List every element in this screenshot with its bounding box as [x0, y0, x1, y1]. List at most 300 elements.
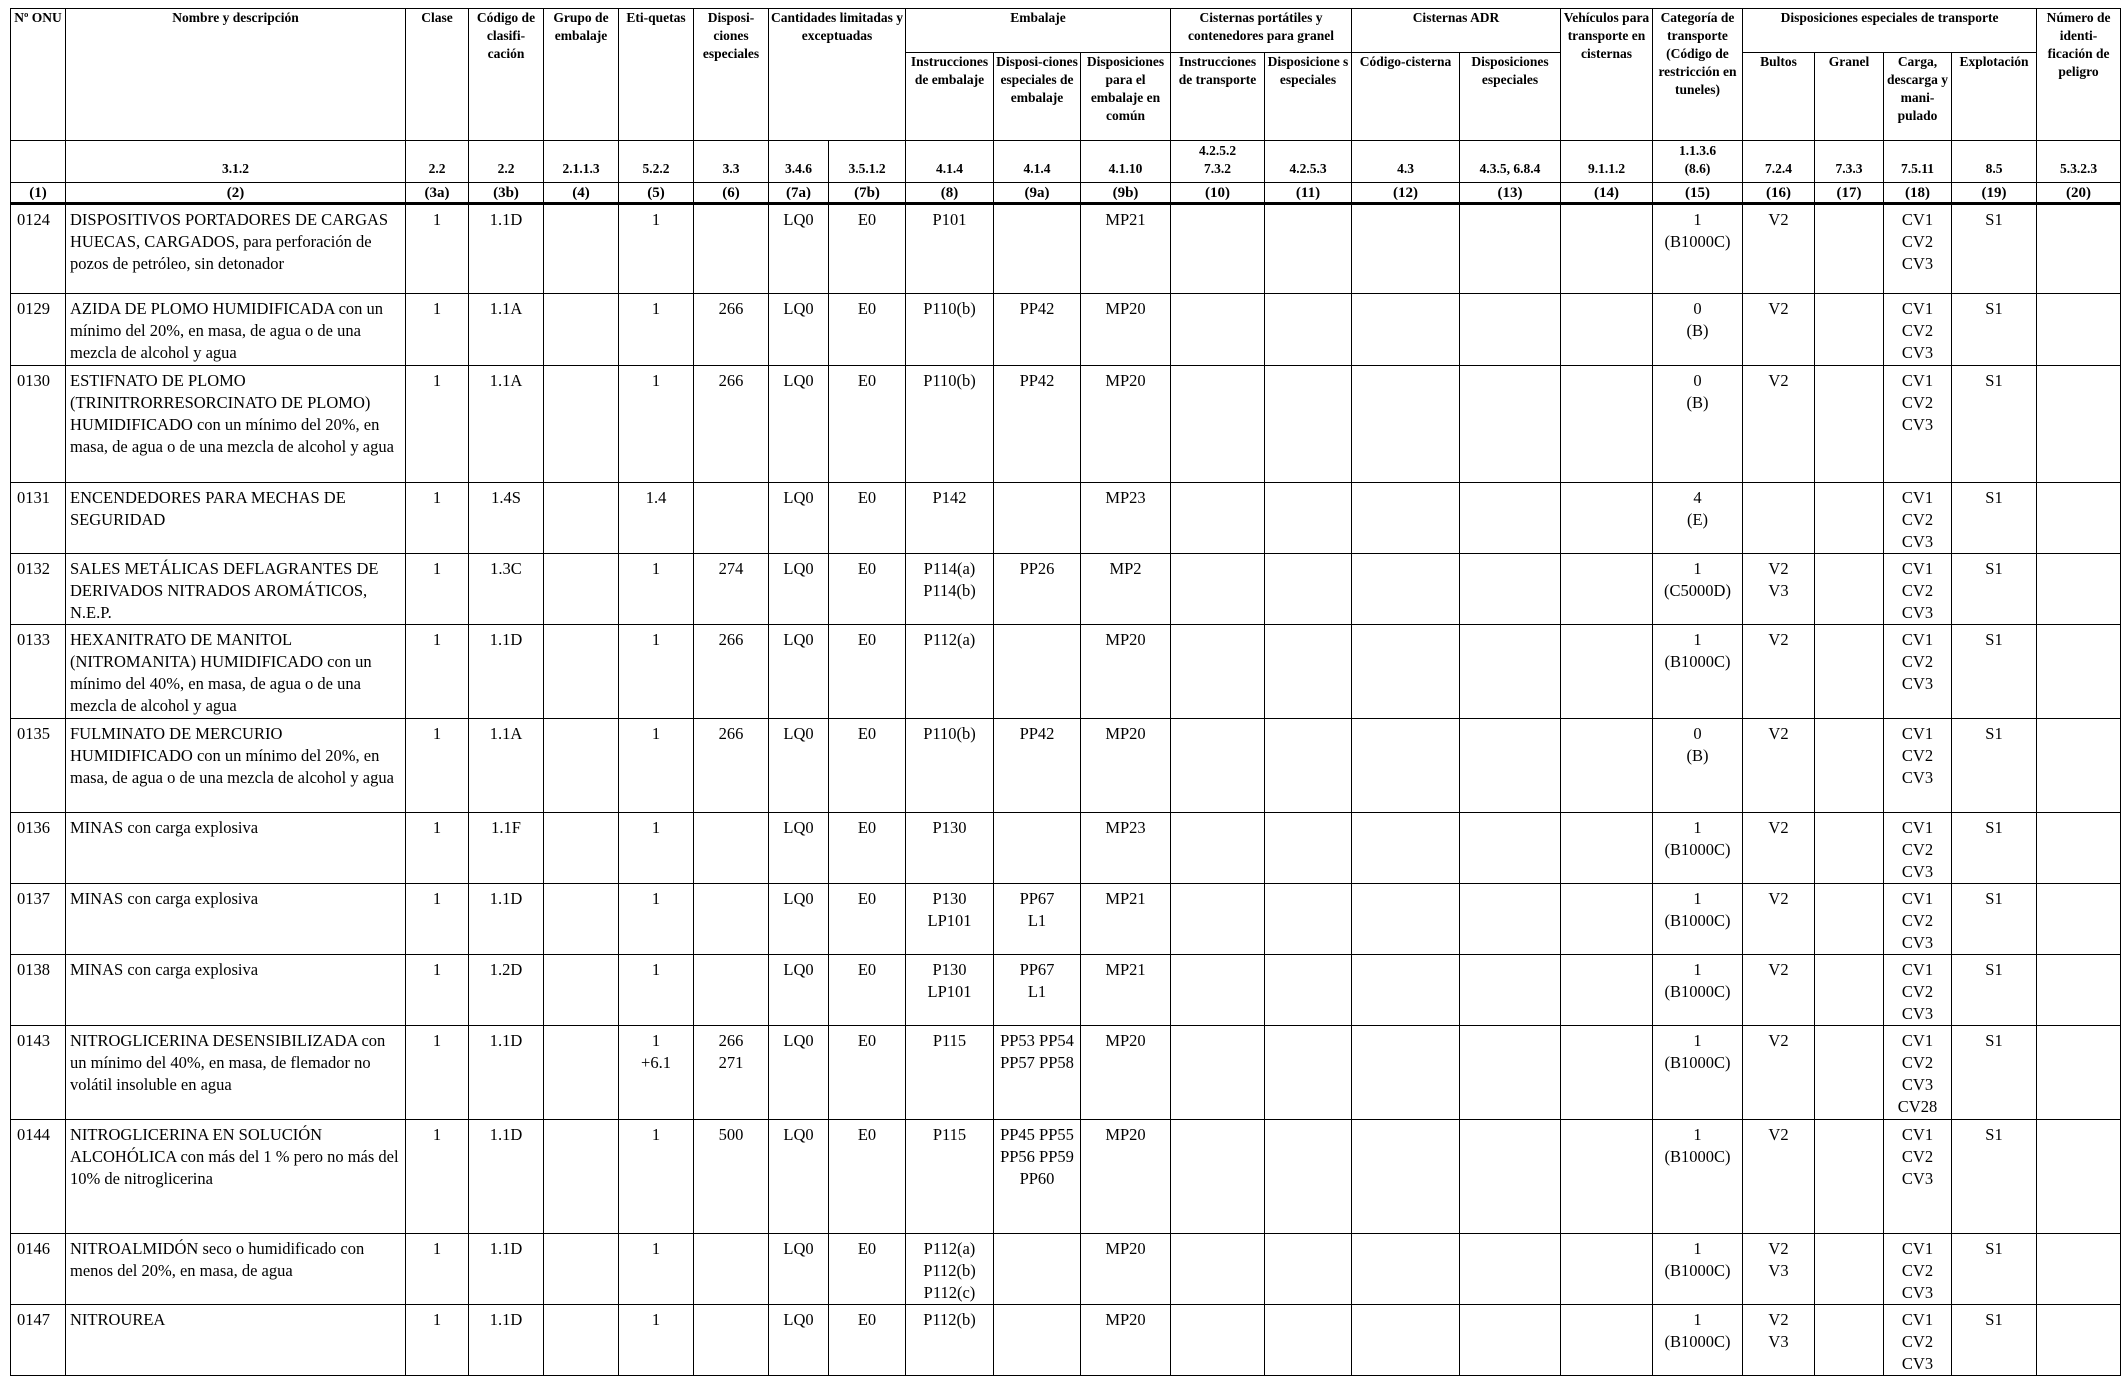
cell-bulk — [1815, 625, 1884, 719]
cell-veh — [1561, 483, 1653, 554]
cell-sp: 266 — [694, 366, 769, 483]
column-number: (7a) — [769, 183, 829, 204]
cell-pi: P101 — [906, 204, 994, 294]
cell-veh — [1561, 884, 1653, 955]
cell-veh — [1561, 1026, 1653, 1120]
cell-lq: LQ0 — [769, 1026, 829, 1120]
cell-mp: MP2 — [1081, 554, 1171, 625]
cell-pi: P110(b) — [906, 294, 994, 366]
cell-ts — [1460, 813, 1561, 884]
cell-eq: E0 — [829, 1305, 906, 1376]
substance-description — [66, 204, 406, 294]
cell-pg — [544, 1026, 619, 1120]
cell-pi: P110(b) — [906, 719, 994, 813]
cell-tc — [1352, 294, 1460, 366]
cell-eq: E0 — [829, 1026, 906, 1120]
header-packaging: Embalaje — [906, 9, 1171, 53]
cell-pg — [544, 554, 619, 625]
substance-name: HEXANITRATO DE MANITOL (NITROMANITA) HUMIDIFICADO — [70, 630, 324, 671]
cell-eq: E0 — [829, 554, 906, 625]
un-number: 0138 — [11, 955, 66, 1026]
substance-description — [66, 625, 406, 719]
cell-pk: V2 — [1743, 884, 1815, 955]
cell-pts — [1265, 625, 1352, 719]
cell-spp — [994, 483, 1081, 554]
substance-description — [66, 294, 406, 366]
cell-bulk — [1815, 1120, 1884, 1234]
cell-hin — [2037, 625, 2121, 719]
cell-hin — [2037, 554, 2121, 625]
column-number: (4) — [544, 183, 619, 204]
cell-pi: P115 — [906, 1120, 994, 1234]
cell-eq: E0 — [829, 625, 906, 719]
dangerous-goods-table — [10, 8, 2121, 1376]
cell-sp: 500 — [694, 1120, 769, 1234]
substance-description — [66, 719, 406, 813]
section-ref: 4.2.5.2 7.3.2 — [1171, 141, 1265, 183]
cell-pg — [544, 1120, 619, 1234]
cell-bulk — [1815, 719, 1884, 813]
section-ref: 7.2.4 — [1743, 141, 1815, 183]
cell-pts — [1265, 1120, 1352, 1234]
cell-pt — [1171, 204, 1265, 294]
cell-load: CV1 CV2 CV3 — [1884, 813, 1952, 884]
substance-name: NITROGLICERINA EN SOLUCIÓN ALCOHÓLICA — [70, 1125, 323, 1166]
substance-description — [66, 1026, 406, 1120]
cell-spp — [994, 1305, 1081, 1376]
cell-pt — [1171, 884, 1265, 955]
cell-bulk — [1815, 813, 1884, 884]
cell-sp — [694, 1305, 769, 1376]
cell-ts — [1460, 1305, 1561, 1376]
cell-op: S1 — [1952, 955, 2037, 1026]
column-number: (2) — [66, 183, 406, 204]
cell-sp — [694, 813, 769, 884]
cell-mp: MP21 — [1081, 955, 1171, 1026]
cell-code: 1.3C — [469, 554, 544, 625]
cell-pk — [1743, 483, 1815, 554]
cell-op: S1 — [1952, 483, 2037, 554]
cell-class: 1 — [406, 294, 469, 366]
cell-mp: MP21 — [1081, 204, 1171, 294]
cell-pg — [544, 204, 619, 294]
cell-labels: 1 — [619, 884, 694, 955]
cell-eq: E0 — [829, 955, 906, 1026]
section-ref: 3.4.6 — [769, 141, 829, 183]
cell-mp: MP20 — [1081, 1305, 1171, 1376]
cell-ts — [1460, 294, 1561, 366]
substance-description — [66, 554, 406, 625]
cell-cat: 1 (B1000C) — [1653, 1234, 1743, 1305]
cell-mp: MP23 — [1081, 483, 1171, 554]
substance-details: con carga explosiva — [123, 960, 259, 979]
cell-load: CV1 CV2 CV3 — [1884, 1234, 1952, 1305]
cell-pi: P112(a) — [906, 625, 994, 719]
un-number: 0132 — [11, 554, 66, 625]
cell-class: 1 — [406, 813, 469, 884]
cell-pg — [544, 884, 619, 955]
header-hazard-id: Número de identi-ficación de peligro — [2037, 9, 2121, 141]
cell-code: 1.1D — [469, 1026, 544, 1120]
cell-op: S1 — [1952, 719, 2037, 813]
cell-code: 1.1A — [469, 719, 544, 813]
substance-description — [66, 955, 406, 1026]
table-row — [11, 1120, 2121, 1234]
table-row — [11, 955, 2121, 1026]
cell-class: 1 — [406, 1305, 469, 1376]
cell-pi: P114(a) P114(b) — [906, 554, 994, 625]
header-class: Clase — [406, 9, 469, 141]
section-ref: 2.2 — [469, 141, 544, 183]
cell-pi: P115 — [906, 1026, 994, 1120]
cell-tc — [1352, 483, 1460, 554]
cell-sp — [694, 884, 769, 955]
cell-labels: 1 — [619, 955, 694, 1026]
cell-bulk — [1815, 1234, 1884, 1305]
table-row — [11, 294, 2121, 366]
column-number: (5) — [619, 183, 694, 204]
cell-pts — [1265, 294, 1352, 366]
cell-lq: LQ0 — [769, 483, 829, 554]
cell-lq: LQ0 — [769, 955, 829, 1026]
cell-op: S1 — [1952, 294, 2037, 366]
cell-lq: LQ0 — [769, 294, 829, 366]
column-number: (9a) — [994, 183, 1081, 204]
header-tank-special: Disposiciones especiales — [1460, 53, 1561, 141]
cell-pt — [1171, 1120, 1265, 1234]
un-number: 0137 — [11, 884, 66, 955]
cell-op: S1 — [1952, 366, 2037, 483]
cell-pg — [544, 1234, 619, 1305]
cell-labels: 1 — [619, 1305, 694, 1376]
cell-sp — [694, 204, 769, 294]
cell-hin — [2037, 294, 2121, 366]
column-number: (16) — [1743, 183, 1815, 204]
column-number: (20) — [2037, 183, 2121, 204]
header-vehicle: Vehículos para transporte en cisternas — [1561, 9, 1653, 141]
cell-sp — [694, 1234, 769, 1305]
cell-pk: V2 V3 — [1743, 554, 1815, 625]
substance-details: con un mínimo del 20%, en masa, de agua o de una mezcla de alcohol y agua — [70, 746, 394, 787]
un-number: 0133 — [11, 625, 66, 719]
substance-name: NITROGLICERINA DESENSIBILIZADA — [70, 1031, 358, 1050]
cell-code: 1.1D — [469, 1305, 544, 1376]
cell-pt — [1171, 813, 1265, 884]
cell-pts — [1265, 554, 1352, 625]
cell-class: 1 — [406, 1120, 469, 1234]
column-number: (8) — [906, 183, 994, 204]
cell-cat: 1 (B1000C) — [1653, 204, 1743, 294]
cell-load: CV1 CV2 CV3 — [1884, 1305, 1952, 1376]
cell-spp: PP67 L1 — [994, 955, 1081, 1026]
cell-mp: MP20 — [1081, 366, 1171, 483]
cell-cat: 1 (B1000C) — [1653, 1305, 1743, 1376]
cell-tc — [1352, 625, 1460, 719]
section-ref: 3.3 — [694, 141, 769, 183]
header-mixed-packing: Disposiciones para el embalaje en común — [1081, 53, 1171, 141]
cell-pt — [1171, 294, 1265, 366]
table-row — [11, 884, 2121, 955]
header-adr-tanks: Cisternas ADR — [1352, 9, 1561, 53]
cell-tc — [1352, 554, 1460, 625]
substance-name: NITROALMIDÓN — [70, 1239, 199, 1258]
substance-name: ESTIFNATO DE PLOMO (TRINITRORRESORCINATO DE PLOMO) HUMIDIFICADO — [70, 371, 371, 434]
cell-pk: V2 — [1743, 955, 1815, 1026]
cell-pts — [1265, 719, 1352, 813]
cell-pg — [544, 483, 619, 554]
cell-spp — [994, 625, 1081, 719]
un-number: 0130 — [11, 366, 66, 483]
column-number: (17) — [1815, 183, 1884, 204]
cell-labels: 1 — [619, 719, 694, 813]
cell-pt — [1171, 1026, 1265, 1120]
header-name: Nombre y descripción — [66, 9, 406, 141]
cell-class: 1 — [406, 1026, 469, 1120]
cell-lq: LQ0 — [769, 1305, 829, 1376]
cell-load: CV1 CV2 CV3 — [1884, 554, 1952, 625]
un-number: 0135 — [11, 719, 66, 813]
cell-class: 1 — [406, 955, 469, 1026]
cell-ts — [1460, 366, 1561, 483]
cell-veh — [1561, 204, 1653, 294]
cell-spp: PP53 PP54 PP57 PP58 — [994, 1026, 1081, 1120]
cell-class: 1 — [406, 366, 469, 483]
cell-load: CV1 CV2 CV3 — [1884, 483, 1952, 554]
cell-tc — [1352, 955, 1460, 1026]
cell-op: S1 — [1952, 1120, 2037, 1234]
un-number: 0146 — [11, 1234, 66, 1305]
un-number: 0136 — [11, 813, 66, 884]
cell-tc — [1352, 813, 1460, 884]
cell-veh — [1561, 554, 1653, 625]
cell-hin — [2037, 1305, 2121, 1376]
cell-pk: V2 V3 — [1743, 1234, 1815, 1305]
column-number: (15) — [1653, 183, 1743, 204]
cell-pg — [544, 955, 619, 1026]
cell-lq: LQ0 — [769, 884, 829, 955]
section-ref: 5.2.2 — [619, 141, 694, 183]
cell-spp: PP67 L1 — [994, 884, 1081, 955]
section-ref: 2.1.1.3 — [544, 141, 619, 183]
substance-details: con un mínimo del 20%, en masa, de agua o de una mezcla de alcohol y agua — [70, 299, 384, 362]
cell-hin — [2037, 366, 2121, 483]
cell-code: 1.1D — [469, 1120, 544, 1234]
cell-pk: V2 — [1743, 813, 1815, 884]
substance-description — [66, 366, 406, 483]
cell-lq: LQ0 — [769, 719, 829, 813]
header-labels: Eti-quetas — [619, 9, 694, 141]
cell-class: 1 — [406, 204, 469, 294]
header-special-provisions: Disposi-ciones especiales — [694, 9, 769, 141]
cell-code: 1.1D — [469, 625, 544, 719]
cell-veh — [1561, 1120, 1653, 1234]
cell-code: 1.2D — [469, 955, 544, 1026]
cell-eq: E0 — [829, 813, 906, 884]
cell-pts — [1265, 1234, 1352, 1305]
substance-details: con un mínimo del 20%, en masa, de agua o de una mezcla de alcohol y agua — [70, 415, 394, 456]
cell-pt — [1171, 625, 1265, 719]
cell-op: S1 — [1952, 204, 2037, 294]
cell-hin — [2037, 884, 2121, 955]
cell-pt — [1171, 366, 1265, 483]
column-number: (3b) — [469, 183, 544, 204]
cell-pi: P130 LP101 — [906, 884, 994, 955]
cell-ts — [1460, 719, 1561, 813]
cell-eq: E0 — [829, 366, 906, 483]
cell-ts — [1460, 1026, 1561, 1120]
cell-pts — [1265, 483, 1352, 554]
cell-cat: 1 (B1000C) — [1653, 625, 1743, 719]
header-packing-group: Grupo de embalaje — [544, 9, 619, 141]
cell-ts — [1460, 204, 1561, 294]
section-ref: 4.1.4 — [994, 141, 1081, 183]
header-tank-code: Código-cisterna — [1352, 53, 1460, 141]
cell-spp — [994, 204, 1081, 294]
table-row — [11, 1305, 2121, 1376]
cell-hin — [2037, 204, 2121, 294]
section-ref: 7.3.3 — [1815, 141, 1884, 183]
cell-labels: 1 — [619, 813, 694, 884]
cell-sp: 274 — [694, 554, 769, 625]
cell-veh — [1561, 1305, 1653, 1376]
substance-description — [66, 483, 406, 554]
table-row — [11, 554, 2121, 625]
column-number: (12) — [1352, 183, 1460, 204]
cell-mp: MP20 — [1081, 1120, 1171, 1234]
cell-labels: 1 — [619, 1234, 694, 1305]
section-ref: 4.2.5.3 — [1265, 141, 1352, 183]
cell-code: 1.1F — [469, 813, 544, 884]
column-number: (13) — [1460, 183, 1561, 204]
cell-pk: V2 — [1743, 366, 1815, 483]
section-ref: 1.1.3.6 (8.6) — [1653, 141, 1743, 183]
cell-pi: P130 LP101 — [906, 955, 994, 1026]
cell-lq: LQ0 — [769, 1234, 829, 1305]
cell-hin — [2037, 813, 2121, 884]
cell-veh — [1561, 813, 1653, 884]
cell-class: 1 — [406, 483, 469, 554]
cell-hin — [2037, 1120, 2121, 1234]
cell-pk: V2 V3 — [1743, 1305, 1815, 1376]
section-ref: 3.1.2 — [66, 141, 406, 183]
header-operation: Explotación — [1952, 53, 2037, 141]
substance-name: MINAS — [70, 889, 124, 908]
cell-ts — [1460, 1234, 1561, 1305]
cell-tc — [1352, 884, 1460, 955]
cell-sp — [694, 955, 769, 1026]
cell-load: CV1 CV2 CV3 — [1884, 625, 1952, 719]
cell-lq: LQ0 — [769, 554, 829, 625]
cell-pk: V2 — [1743, 1120, 1815, 1234]
cell-op: S1 — [1952, 884, 2037, 955]
cell-load: CV1 CV2 CV3 — [1884, 884, 1952, 955]
section-ref: 5.3.2.3 — [2037, 141, 2121, 183]
substance-details: seco o humidificado con menos del 20%, en masa, de agua — [70, 1239, 365, 1280]
cell-cat: 0 (B) — [1653, 719, 1743, 813]
substance-name: ENCENDEDORES PARA MECHAS DE SEGURIDAD — [70, 488, 346, 529]
section-ref: 3.5.1.2 — [829, 141, 906, 183]
cell-hin — [2037, 955, 2121, 1026]
cell-sp — [694, 483, 769, 554]
section-ref: 7.5.11 — [1884, 141, 1952, 183]
cell-op: S1 — [1952, 1234, 2037, 1305]
column-number: (19) — [1952, 183, 2037, 204]
cell-veh — [1561, 955, 1653, 1026]
cell-pt — [1171, 1305, 1265, 1376]
substance-details: con un mínimo del 40%, en masa, de agua o de una mezcla de alcohol y agua — [70, 652, 372, 715]
cell-bulk — [1815, 204, 1884, 294]
cell-load: CV1 CV2 CV3 — [1884, 1120, 1952, 1234]
cell-spp — [994, 1234, 1081, 1305]
cell-spp: PP26 — [994, 554, 1081, 625]
substance-details: para perforación de pozos de petróleo, sin detonador — [70, 232, 372, 273]
cell-mp: MP20 — [1081, 294, 1171, 366]
cell-tc — [1352, 204, 1460, 294]
cell-hin — [2037, 483, 2121, 554]
cell-hin — [2037, 719, 2121, 813]
table-row — [11, 625, 2121, 719]
cell-pi: P130 — [906, 813, 994, 884]
un-number: 0143 — [11, 1026, 66, 1120]
cell-bulk — [1815, 955, 1884, 1026]
cell-spp — [994, 813, 1081, 884]
cell-pts — [1265, 366, 1352, 483]
column-number: (6) — [694, 183, 769, 204]
header-portable-tanks: Cisternas portátiles y contenedores para granel — [1171, 9, 1352, 53]
cell-cat: 4 (E) — [1653, 483, 1743, 554]
substance-name: MINAS — [70, 960, 124, 979]
cell-veh — [1561, 719, 1653, 813]
column-number: (3a) — [406, 183, 469, 204]
cell-eq: E0 — [829, 1120, 906, 1234]
column-number: (18) — [1884, 183, 1952, 204]
column-number: (11) — [1265, 183, 1352, 204]
substance-details: N.E.P. — [70, 603, 112, 622]
cell-pi: P110(b) — [906, 366, 994, 483]
cell-mp: MP23 — [1081, 813, 1171, 884]
cell-bulk — [1815, 884, 1884, 955]
column-number: (1) — [11, 183, 66, 204]
cell-load: CV1 CV2 CV3 — [1884, 204, 1952, 294]
cell-cat: 0 (B) — [1653, 294, 1743, 366]
substance-details: con un mínimo del 40%, en masa, de flemador no volátil insoluble en agua — [70, 1031, 386, 1094]
cell-pts — [1265, 813, 1352, 884]
table-row — [11, 1026, 2121, 1120]
cell-pts — [1265, 1026, 1352, 1120]
cell-hin — [2037, 1026, 2121, 1120]
cell-lq: LQ0 — [769, 813, 829, 884]
cell-pg — [544, 625, 619, 719]
substance-details: con carga explosiva — [123, 889, 259, 908]
cell-spp: PP42 — [994, 366, 1081, 483]
cell-load: CV1 CV2 CV3 CV28 — [1884, 1026, 1952, 1120]
header-classification-code: Código de clasifi-cación — [469, 9, 544, 141]
cell-op: S1 — [1952, 554, 2037, 625]
cell-pts — [1265, 1305, 1352, 1376]
substance-name: NITROUREA — [70, 1310, 166, 1329]
cell-labels: 1 — [619, 204, 694, 294]
un-number: 0129 — [11, 294, 66, 366]
cell-veh — [1561, 366, 1653, 483]
cell-sp: 266 — [694, 719, 769, 813]
cell-cat: 1 (C5000D) — [1653, 554, 1743, 625]
header-loading: Carga, descarga y mani-pulado — [1884, 53, 1952, 141]
cell-bulk — [1815, 1305, 1884, 1376]
cell-pts — [1265, 955, 1352, 1026]
cell-code: 1.4S — [469, 483, 544, 554]
cell-eq: E0 — [829, 294, 906, 366]
cell-labels: 1 — [619, 366, 694, 483]
